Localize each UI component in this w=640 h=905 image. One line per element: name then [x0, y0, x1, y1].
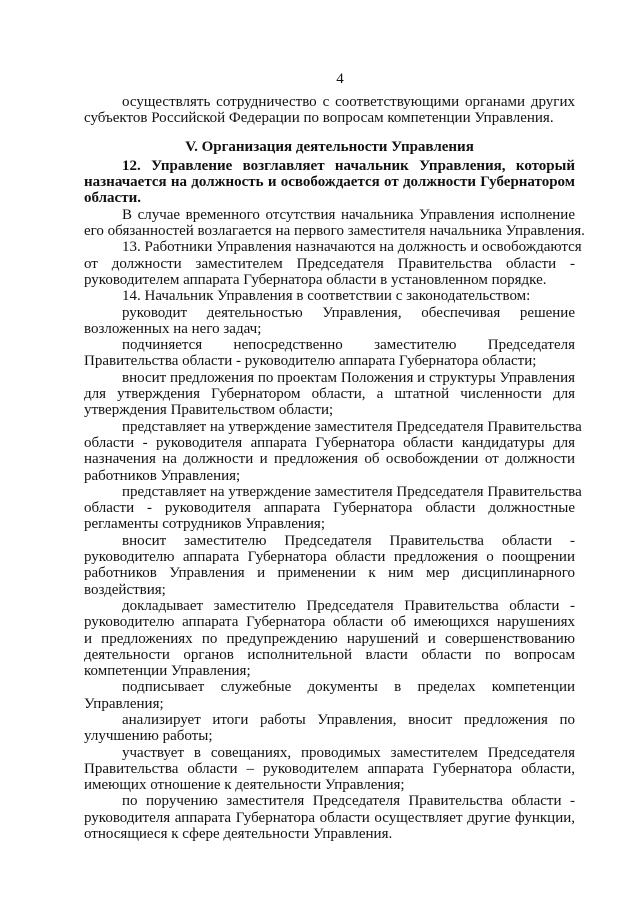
text-line: области - руководителя аппарата Губернатора области должностные — [84, 500, 575, 517]
text-line: руководителю аппарата Губернатора области об имеющихся нарушениях — [84, 614, 575, 631]
text-line: вносит заместителю Председателя Правительства области - — [122, 532, 575, 549]
paragraph — [84, 483, 582, 533]
paragraph — [84, 712, 575, 745]
paragraph — [84, 745, 575, 794]
paragraph — [84, 158, 575, 207]
text-line: руководителя аппарата Губернатора области осуществляет другие функции, — [84, 809, 575, 826]
paragraph — [84, 679, 575, 712]
paragraph — [84, 370, 575, 419]
text-line: 12. Управление возглавляет начальник Управления, который — [122, 157, 575, 174]
text-line: утверждения Правительством области; — [84, 402, 334, 419]
text-line: 14. Начальник Управления в соответствии с законодательством: — [122, 288, 531, 305]
text-line: улучшению работы; — [84, 728, 213, 745]
text-line: по поручению заместителя Председателя Правительства области - — [122, 793, 575, 810]
text-line: назначения на должности и предложения об освобождении от должности — [84, 451, 575, 468]
text-line: руководителем аппарата Губернатора области в установленном порядке. — [84, 271, 547, 288]
text-line: Правительства области - руководителю аппарата Губернатора области; — [84, 353, 537, 370]
intro-section — [84, 94, 575, 127]
text-line: относящиеся к сфере деятельности Управления. — [84, 826, 393, 843]
text-line: осуществлять сотрудничество с соответствующими органами других — [122, 94, 575, 110]
text-line: регламенты сотрудников Управления; — [84, 516, 325, 533]
paragraph — [84, 288, 575, 304]
text-line: от должности заместителем Председателя Правительства области - — [84, 255, 575, 272]
text-line: деятельности органов исполнительной власти области по вопросам — [84, 646, 575, 663]
text-line: представляет на утверждение заместителя Председателя Правительства — [122, 483, 582, 500]
text-line: субъектов Российской Федерации по вопросам компетенции Управления. — [84, 110, 554, 127]
text-line: Управления; — [84, 695, 164, 712]
text-line: назначается на должность и освобождается от должности Губернатором — [84, 174, 575, 191]
paragraph — [84, 533, 575, 598]
paragraph — [84, 337, 575, 370]
text-line: подписывает служебные документы в пределах компетенции — [122, 679, 575, 696]
text-line: его обязанностей возлагается на первого заместителя начальника Управления. — [84, 223, 585, 240]
page-number: 4 — [336, 71, 344, 87]
text-line: В случае временного отсутствия начальника Управления исполнение — [122, 206, 575, 223]
text-line: 13. Работники Управления назначаются на должность и освобождаются — [122, 239, 582, 256]
text-line: вносит предложения по проектам Положения и структуры Управления — [122, 369, 575, 386]
text-line: для утверждения Губернатором области, а штатной численности для — [84, 386, 575, 403]
text-line: имеющих отношение к деятельности Управления; — [84, 777, 405, 794]
text-line: докладывает заместителю Председателя Правительства области - — [122, 597, 575, 614]
section-paragraphs — [84, 157, 585, 843]
paragraph — [84, 94, 575, 127]
text-line: руководит деятельностью Управления, обеспечивая решение — [122, 304, 575, 321]
text-line: работников Управления и применении к ним мер дисциплинарного — [84, 565, 575, 582]
paragraph — [84, 305, 575, 338]
text-line: области - руководителя аппарата Губернатора области кандидатуры для — [84, 434, 575, 451]
paragraph — [84, 793, 575, 842]
text-line: Правительства области – руководителем аппарата Губернатора области, — [84, 760, 575, 777]
text-line: руководителю аппарата Губернатора области предложения о поощрении — [84, 549, 575, 566]
text-line: участвует в совещаниях, проводимых заместителем Председателя — [122, 744, 575, 761]
paragraph — [84, 239, 582, 288]
document-body — [84, 94, 585, 843]
text-line: работников Управления; — [84, 467, 241, 484]
text-line: области. — [84, 190, 141, 207]
text-line: представляет на утверждение заместителя Председателя Правительства — [122, 418, 582, 435]
text-line: подчиняется непосредственно заместителю Председателя — [122, 337, 575, 354]
text-line: воздействия; — [84, 581, 166, 598]
section-heading: V. Организация деятельности Управления — [185, 138, 474, 155]
paragraph — [84, 418, 582, 484]
text-line: и предложениях по предупреждению нарушений и совершенствованию — [84, 630, 575, 647]
paragraph — [84, 598, 575, 679]
text-line: компетенции Управления; — [84, 663, 251, 680]
text-line: возложенных на него задач; — [84, 320, 262, 337]
paragraph — [84, 206, 585, 240]
text-line: анализирует итоги работы Управления, вносит предложения по — [122, 711, 575, 728]
